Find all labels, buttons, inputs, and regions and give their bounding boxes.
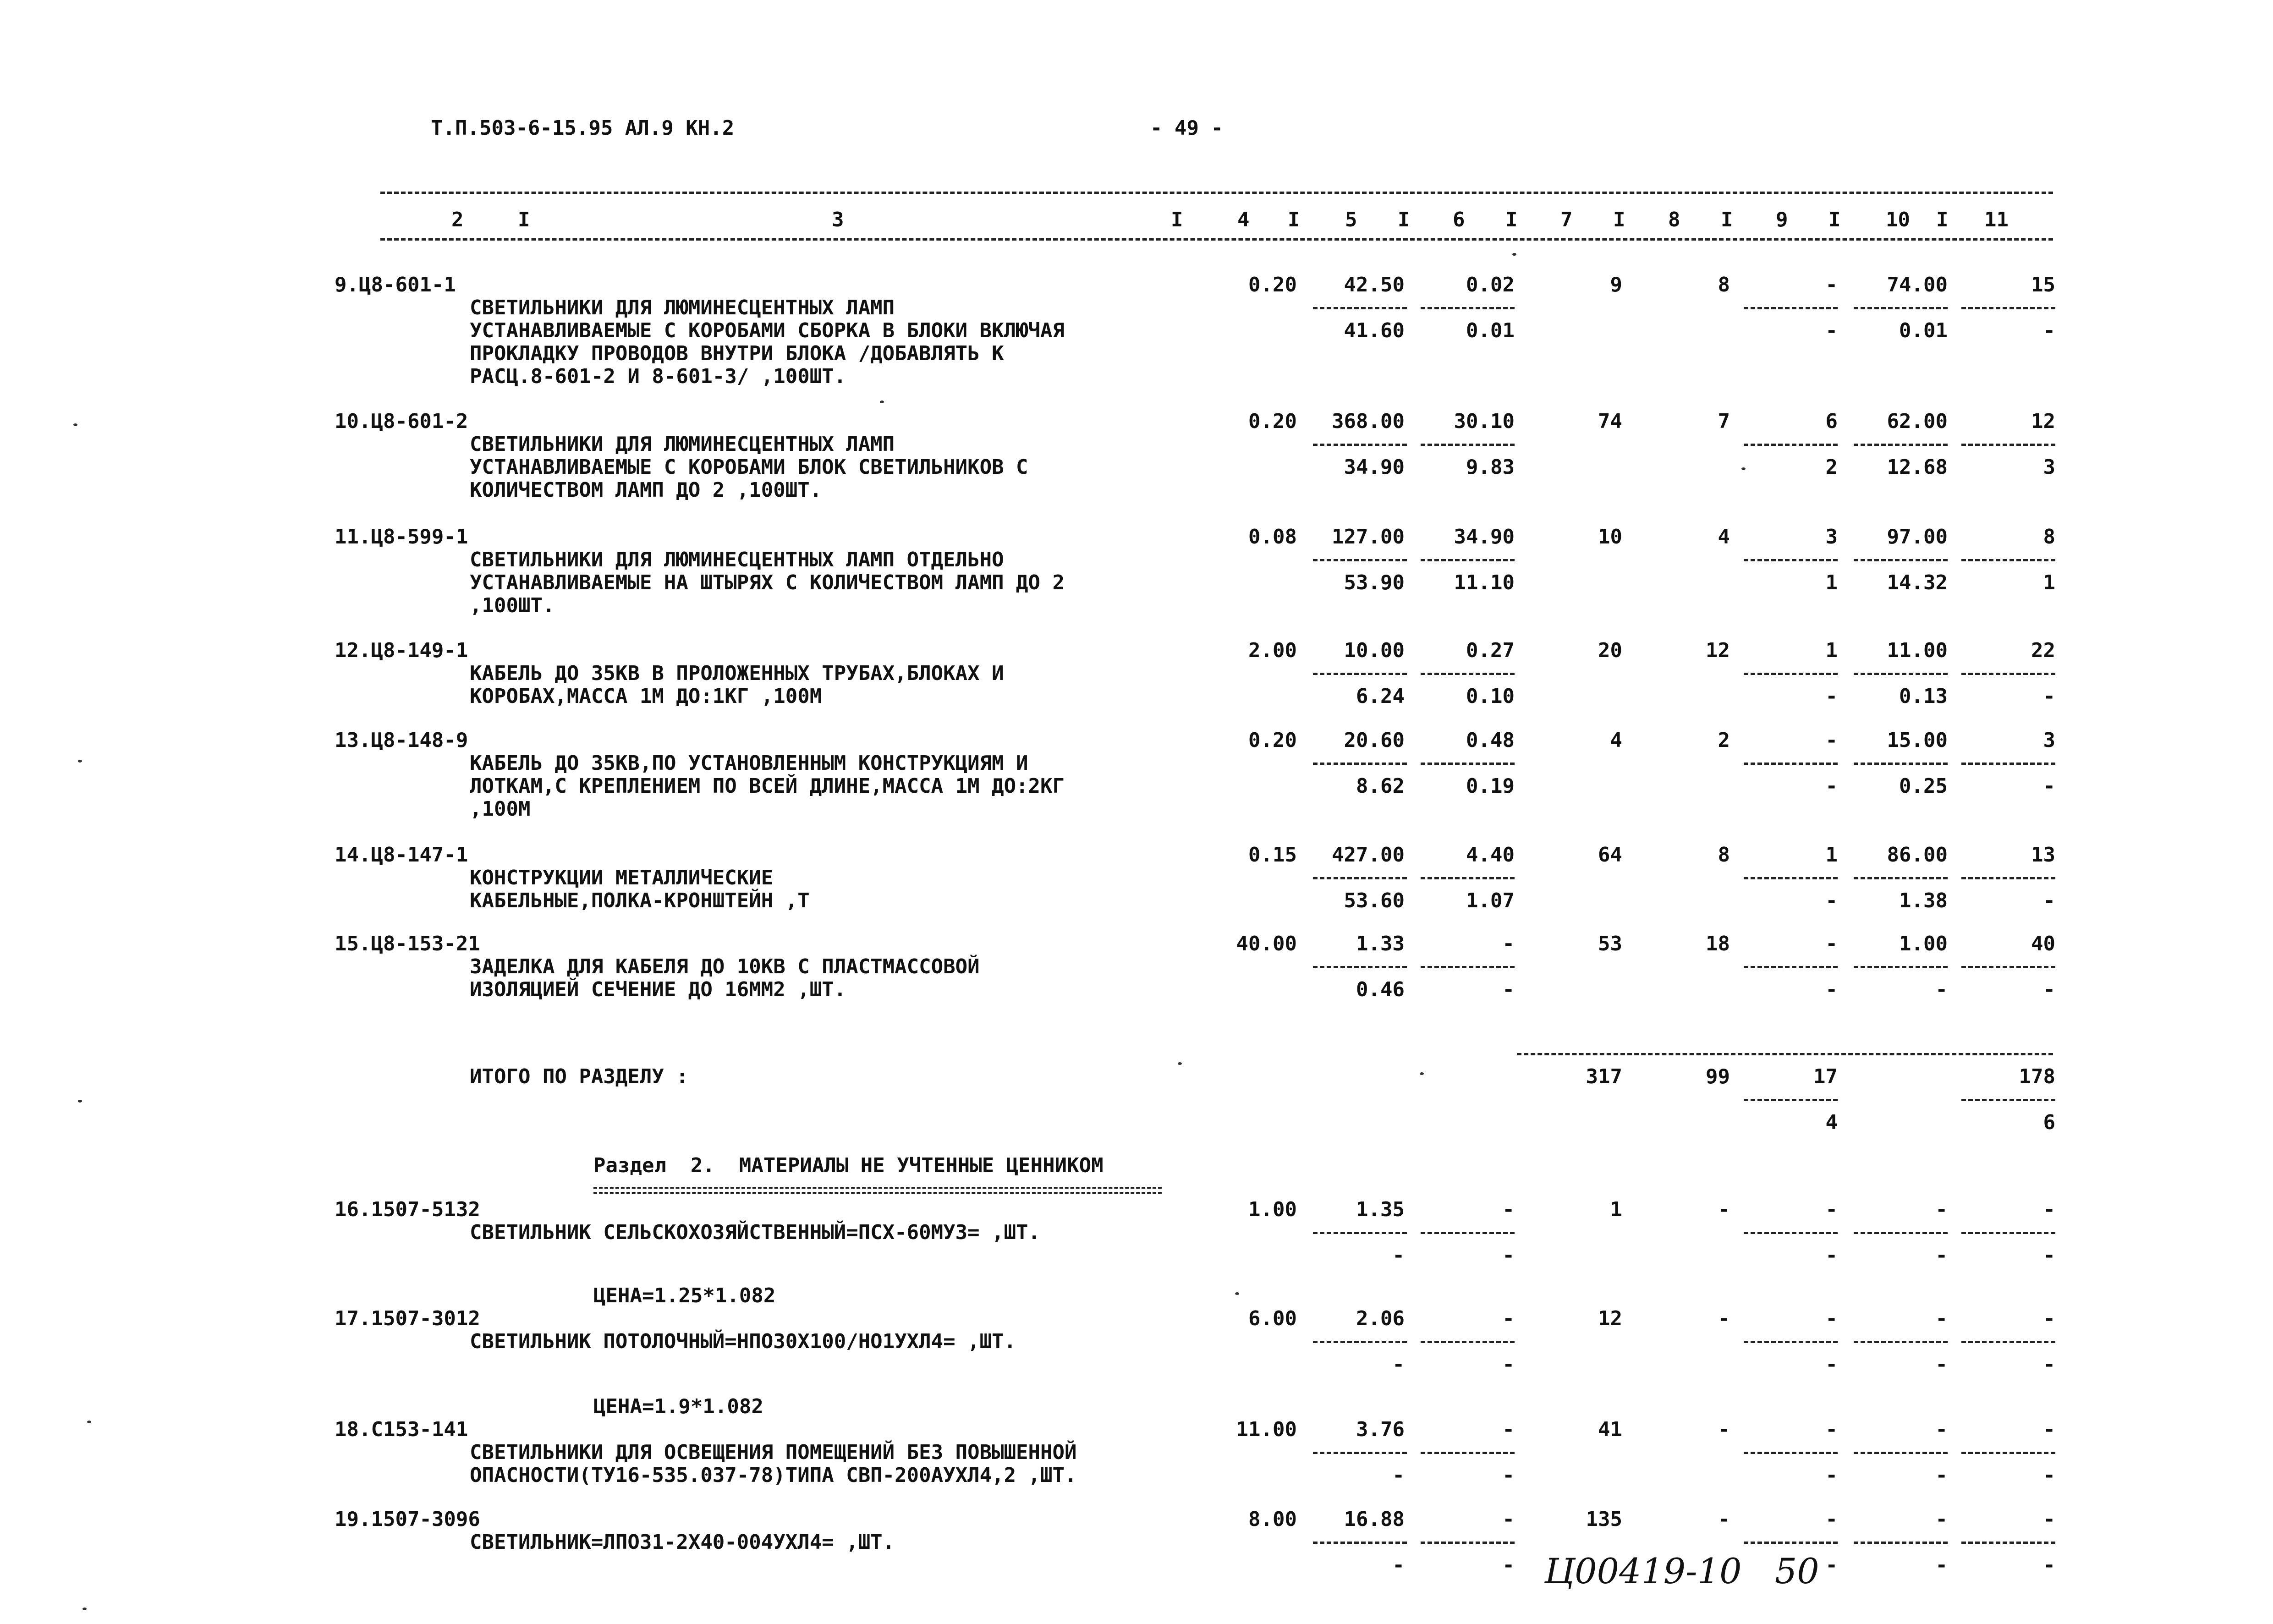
row-code: 11.Ц8-599-1	[335, 525, 468, 549]
cell-c9: 1	[1825, 639, 1838, 662]
row-description: СВЕТИЛЬНИК=ЛПО31-2Х40-004УХЛ4= ,ШТ.	[470, 1531, 895, 1554]
cell-c6: 0.02	[1466, 273, 1515, 296]
column-header-3: 3	[832, 208, 844, 231]
row-code: 13.Ц8-148-9	[335, 729, 468, 752]
row-description: КОНСТРУКЦИИ МЕТАЛЛИЧЕСКИЕ	[470, 866, 774, 889]
cell-c10: -	[1935, 1307, 1948, 1330]
document-reference: Т.П.503-6-15.95 АЛ.9 КН.2	[431, 116, 735, 140]
cell-divider	[1421, 673, 1515, 675]
cell-c4: 8.00	[1248, 1508, 1297, 1531]
cell-c5-sub: 53.90	[1344, 571, 1405, 594]
cell-c7: 135	[1586, 1508, 1622, 1531]
cell-c10: -	[1935, 1198, 1948, 1221]
row-description: ,100ШТ.	[470, 594, 555, 617]
cell-divider	[1854, 1452, 1948, 1454]
cell-divider	[1961, 307, 2055, 309]
cell-c6-sub: -	[1502, 1244, 1515, 1267]
row-description: КОРОБАХ,МАССА 1М ДО:1КГ ,100М	[470, 685, 822, 708]
cell-c5: 3.76	[1356, 1418, 1405, 1441]
cell-divider	[1421, 1232, 1515, 1234]
cell-c8: 18	[1706, 932, 1730, 955]
scan-speck	[1420, 1072, 1424, 1075]
row-description: СВЕТИЛЬНИК СЕЛЬСКОХОЗЯЙСТВЕННЫЙ=ПСХ-60МУЗ= ,ШТ.	[470, 1221, 1041, 1244]
row-description: ИЗОЛЯЦИЕЙ СЕЧЕНИЕ ДО 16ММ2 ,ШТ.	[470, 978, 846, 1001]
cell-c11: 15	[2031, 273, 2055, 296]
section-title-underline	[593, 1187, 1162, 1194]
total-c11: 178	[2019, 1065, 2055, 1088]
table-header-rule	[380, 238, 2053, 241]
cell-divider	[1313, 1542, 1407, 1544]
cell-c11-sub: 3	[2043, 455, 2055, 479]
cell-c10-sub: -	[1935, 1553, 1948, 1577]
cell-c11: -	[2043, 1508, 2055, 1531]
column-header-8: 8	[1668, 208, 1680, 231]
cell-c6: -	[1502, 932, 1515, 955]
cell-c5: 2.06	[1356, 1307, 1405, 1330]
cell-c5-sub: 8.62	[1356, 774, 1405, 798]
cell-c9-sub: -	[1825, 1244, 1838, 1267]
cell-c9: 6	[1825, 410, 1838, 433]
cell-c11-sub: -	[2043, 1244, 2055, 1267]
price-note: ЦЕНА=1.9*1.082	[593, 1395, 763, 1418]
cell-c11: -	[2043, 1418, 2055, 1441]
cell-c8: 8	[1718, 843, 1730, 867]
cell-divider	[1854, 307, 1948, 309]
cell-c5: 1.33	[1356, 932, 1405, 955]
cell-c10: -	[1935, 1418, 1948, 1441]
column-header-10: 10	[1886, 208, 1910, 231]
cell-c9: -	[1825, 1198, 1838, 1221]
cell-divider	[1961, 877, 2055, 879]
cell-c6-sub: 0.19	[1466, 774, 1515, 798]
cell-c4: 2.00	[1248, 639, 1297, 662]
cell-c7: 10	[1598, 525, 1622, 549]
cell-divider	[1854, 444, 1948, 446]
cell-divider	[1744, 559, 1838, 561]
row-description: РАСЦ.8-601-2 И 8-601-3/ ,100ШТ.	[470, 365, 846, 388]
total-c11-sub: 6	[2043, 1111, 2055, 1134]
cell-divider	[1313, 877, 1407, 879]
row-description: КАБЕЛЬ ДО 35КВ,ПО УСТАНОВЛЕННЫМ КОНСТРУКЦИЯМ И	[470, 752, 1028, 775]
cell-c5: 1.35	[1356, 1198, 1405, 1221]
cell-c9-sub: 2	[1825, 455, 1838, 479]
cell-c4: 6.00	[1248, 1307, 1297, 1330]
cell-divider	[1961, 444, 2055, 446]
cell-c5-sub: 0.46	[1356, 978, 1405, 1001]
cell-divider	[1313, 763, 1407, 765]
scan-speck	[1178, 1062, 1182, 1065]
cell-c5-sub: 6.24	[1356, 685, 1405, 708]
cell-c4: 1.00	[1248, 1198, 1297, 1221]
cell-c6-sub: -	[1502, 978, 1515, 1001]
cell-divider	[1961, 559, 2055, 561]
cell-c7: 64	[1598, 843, 1622, 867]
total-rule	[1517, 1053, 2053, 1055]
column-header-5: 5	[1345, 208, 1357, 231]
cell-divider	[1744, 1542, 1838, 1544]
cell-c5-sub: -	[1392, 1464, 1405, 1487]
cell-c8: 2	[1718, 729, 1730, 752]
row-description: СВЕТИЛЬНИКИ ДЛЯ ЛЮМИНЕСЦЕНТНЫХ ЛАМП	[470, 296, 895, 319]
scan-speck	[73, 423, 77, 426]
cell-c8: -	[1718, 1198, 1730, 1221]
row-description: УСТАНАВЛИВАЕМЫЕ С КОРОБАМИ СБОРКА В БЛОКИ ВКЛЮЧАЯ	[470, 319, 1065, 342]
cell-c7: 20	[1598, 639, 1622, 662]
cell-c10-sub: -	[1935, 1353, 1948, 1376]
cell-c6-sub: -	[1502, 1553, 1515, 1577]
cell-c6-sub: -	[1502, 1353, 1515, 1376]
cell-c11: 3	[2043, 729, 2055, 752]
cell-c10: 15.00	[1887, 729, 1948, 752]
cell-c10-sub: 1.38	[1899, 889, 1948, 912]
cell-c10: 74.00	[1887, 273, 1948, 296]
cell-divider	[1854, 559, 1948, 561]
cell-c9: 3	[1825, 525, 1838, 549]
cell-c5: 16.88	[1344, 1508, 1405, 1531]
page-number: - 49 -	[1150, 116, 1223, 140]
cell-c8: -	[1718, 1418, 1730, 1441]
cell-c4: 0.20	[1248, 410, 1297, 433]
cell-c6: -	[1502, 1198, 1515, 1221]
scan-speck	[82, 1608, 87, 1610]
cell-c9-sub: 1	[1825, 571, 1838, 594]
scan-speck	[78, 760, 82, 763]
row-description: СВЕТИЛЬНИКИ ДЛЯ ОСВЕЩЕНИЯ ПОМЕЩЕНИЙ БЕЗ ПОВЫШЕННОЙ	[470, 1441, 1077, 1464]
cell-c7: 9	[1610, 273, 1622, 296]
cell-divider	[1744, 877, 1838, 879]
cell-c4: 0.08	[1248, 525, 1297, 549]
column-separator: I	[1721, 208, 1733, 231]
column-separator: I	[1505, 208, 1518, 231]
cell-c10-sub: 0.25	[1899, 774, 1948, 798]
cell-c6: 0.48	[1466, 729, 1515, 752]
cell-divider	[1313, 966, 1407, 968]
cell-divider	[1421, 444, 1515, 446]
cell-c8: 12	[1706, 639, 1730, 662]
cell-c5: 10.00	[1344, 639, 1405, 662]
total-label: ИТОГО ПО РАЗДЕЛУ :	[470, 1065, 688, 1088]
cell-c9: -	[1825, 932, 1838, 955]
cell-c9-sub: -	[1825, 1553, 1838, 1577]
scan-speck	[1512, 253, 1516, 256]
cell-c5-sub: -	[1392, 1353, 1405, 1376]
cell-c10-sub: 0.01	[1899, 319, 1948, 342]
cell-c4: 0.20	[1248, 729, 1297, 752]
cell-divider	[1313, 673, 1407, 675]
cell-divider	[1854, 1542, 1948, 1544]
cell-c9: -	[1825, 1508, 1838, 1531]
row-code: 18.С153-141	[335, 1418, 468, 1441]
cell-c5-sub: 53.60	[1344, 889, 1405, 912]
cell-c9: 1	[1825, 843, 1838, 867]
cell-c6: 30.10	[1454, 410, 1515, 433]
cell-c9-sub: -	[1825, 685, 1838, 708]
cell-c6: 34.90	[1454, 525, 1515, 549]
row-description: СВЕТИЛЬНИК ПОТОЛОЧНЫЙ=НПО30Х100/НО1УХЛ4= ,ШТ.	[470, 1330, 1016, 1353]
total-c9: 17	[1813, 1065, 1838, 1088]
cell-c11-sub: -	[2043, 1464, 2055, 1487]
cell-c11-sub: -	[2043, 889, 2055, 912]
cell-c6-sub: 0.10	[1466, 685, 1515, 708]
total-c9-sub: 4	[1825, 1111, 1838, 1134]
cell-divider	[1961, 763, 2055, 765]
cell-c10: 11.00	[1887, 639, 1948, 662]
cell-c8: -	[1718, 1508, 1730, 1531]
column-header-2: 2	[451, 208, 464, 231]
cell-c5-sub: 41.60	[1344, 319, 1405, 342]
cell-c4: 11.00	[1236, 1418, 1297, 1441]
cell-c11-sub: -	[2043, 1353, 2055, 1376]
cell-c9-sub: -	[1825, 1353, 1838, 1376]
scan-speck	[880, 401, 884, 403]
cell-divider	[1421, 307, 1515, 309]
row-description: КАБЕЛЬНЫЕ,ПОЛКА-КРОНШТЕЙН ,Т	[470, 889, 810, 912]
cell-c6-sub: 0.01	[1466, 319, 1515, 342]
cell-c7: 53	[1598, 932, 1622, 955]
cell-divider	[1744, 444, 1838, 446]
cell-c8: 7	[1718, 410, 1730, 433]
cell-c5: 127.00	[1332, 525, 1405, 549]
cell-c11-sub: 1	[2043, 571, 2055, 594]
cell-c10: 1.00	[1899, 932, 1948, 955]
cell-c11: 8	[2043, 525, 2055, 549]
column-separator: I	[1398, 208, 1410, 231]
row-code: 15.Ц8-153-21	[335, 932, 480, 955]
cell-c11-sub: -	[2043, 1553, 2055, 1577]
cell-divider	[1744, 966, 1838, 968]
cell-c10-sub: 12.68	[1887, 455, 1948, 479]
cell-c6: 0.27	[1466, 639, 1515, 662]
row-code: 12.Ц8-149-1	[335, 639, 468, 662]
row-description: ПРОКЛАДКУ ПРОВОДОВ ВНУТРИ БЛОКА /ДОБАВЛЯТЬ К	[470, 342, 1004, 365]
cell-c6: 4.40	[1466, 843, 1515, 867]
cell-c5: 20.60	[1344, 729, 1405, 752]
row-description: ,100М	[470, 797, 531, 821]
cell-c9-sub: -	[1825, 319, 1838, 342]
cell-divider	[1854, 763, 1948, 765]
row-description: ЛОТКАМ,С КРЕПЛЕНИЕМ ПО ВСЕЙ ДЛИНЕ,МАССА 1М ДО:2КГ	[470, 774, 1065, 798]
cell-divider	[1421, 1542, 1515, 1544]
scan-speck	[1235, 1292, 1239, 1295]
cell-c4: 0.20	[1248, 273, 1297, 296]
cell-divider	[1854, 966, 1948, 968]
cell-divider	[1421, 763, 1515, 765]
handwritten-annotation: Ц00419-10 50	[1544, 1551, 1819, 1591]
cell-divider	[1854, 673, 1948, 675]
column-separator: I	[1171, 208, 1183, 231]
cell-divider	[1313, 1232, 1407, 1234]
cell-c11: 22	[2031, 639, 2055, 662]
cell-c9-sub: -	[1825, 1464, 1838, 1487]
cell-divider	[1961, 1542, 2055, 1544]
cell-c11-sub: -	[2043, 774, 2055, 798]
row-code: 16.1507-5132	[335, 1198, 480, 1221]
cell-divider	[1744, 1341, 1838, 1343]
cell-c6-sub: 1.07	[1466, 889, 1515, 912]
cell-divider	[1744, 1099, 1838, 1101]
row-code: 19.1507-3096	[335, 1508, 480, 1531]
cell-c5-sub: -	[1392, 1244, 1405, 1267]
cell-c7: 4	[1610, 729, 1622, 752]
cell-c5: 42.50	[1344, 273, 1405, 296]
cell-divider	[1854, 1341, 1948, 1343]
cell-divider	[1744, 1232, 1838, 1234]
cell-c10: 86.00	[1887, 843, 1948, 867]
column-header-7: 7	[1560, 208, 1573, 231]
cell-c6-sub: 9.83	[1466, 455, 1515, 479]
cell-c11: 13	[2031, 843, 2055, 867]
row-description: КАБЕЛЬ ДО 35КВ В ПРОЛОЖЕННЫХ ТРУБАХ,БЛОКАХ И	[470, 662, 1004, 685]
cell-c9-sub: -	[1825, 774, 1838, 798]
cell-c9: -	[1825, 1307, 1838, 1330]
cell-divider	[1421, 559, 1515, 561]
cell-c10-sub: 0.13	[1899, 685, 1948, 708]
cell-c10: 97.00	[1887, 525, 1948, 549]
column-separator: I	[1936, 208, 1949, 231]
cell-c7: 1	[1610, 1198, 1622, 1221]
cell-c9-sub: -	[1825, 978, 1838, 1001]
cell-c8: 8	[1718, 273, 1730, 296]
cell-c11-sub: -	[2043, 978, 2055, 1001]
cell-c6: -	[1502, 1307, 1515, 1330]
cell-c5: 427.00	[1332, 843, 1405, 867]
cell-divider	[1313, 559, 1407, 561]
cell-c10-sub: -	[1935, 1244, 1948, 1267]
scan-speck	[1741, 467, 1746, 470]
cell-divider	[1313, 307, 1407, 309]
cell-c11-sub: -	[2043, 685, 2055, 708]
row-description: СВЕТИЛЬНИКИ ДЛЯ ЛЮМИНЕСЦЕНТНЫХ ЛАМП ОТДЕЛЬНО	[470, 548, 1004, 571]
cell-c11: 40	[2031, 932, 2055, 955]
cell-c9: -	[1825, 1418, 1838, 1441]
total-c7: 317	[1586, 1065, 1622, 1088]
cell-c9: -	[1825, 729, 1838, 752]
cell-c10-sub: -	[1935, 1464, 1948, 1487]
price-note: ЦЕНА=1.25*1.082	[593, 1284, 776, 1307]
cell-c10: -	[1935, 1508, 1948, 1531]
row-description: СВЕТИЛЬНИКИ ДЛЯ ЛЮМИНЕСЦЕНТНЫХ ЛАМП	[470, 433, 895, 456]
table-top-rule	[380, 192, 2053, 194]
cell-c7: 12	[1598, 1307, 1622, 1330]
cell-c5-sub: -	[1392, 1553, 1405, 1577]
row-description: ОПАСНОСТИ(ТУ16-535.037-78)ТИПА СВП-200АУХЛ4,2 ,ШТ.	[470, 1464, 1077, 1487]
cell-c10-sub: 14.32	[1887, 571, 1948, 594]
cell-c8: -	[1718, 1307, 1730, 1330]
cell-divider	[1961, 1452, 2055, 1454]
column-header-6: 6	[1453, 208, 1465, 231]
column-header-9: 9	[1776, 208, 1788, 231]
row-description: КОЛИЧЕСТВОМ ЛАМП ДО 2 ,100ШТ.	[470, 478, 822, 502]
cell-c9: -	[1825, 273, 1838, 296]
cell-c11-sub: -	[2043, 319, 2055, 342]
total-c8: 99	[1706, 1065, 1730, 1088]
column-separator: I	[518, 208, 530, 231]
cell-c11: -	[2043, 1198, 2055, 1221]
column-header-11: 11	[1984, 208, 2009, 231]
cell-c10: 62.00	[1887, 410, 1948, 433]
cell-c7: 74	[1598, 410, 1622, 433]
cell-divider	[1854, 877, 1948, 879]
cell-divider	[1421, 1452, 1515, 1454]
cell-c10-sub: -	[1935, 978, 1948, 1001]
column-separator: I	[1828, 208, 1841, 231]
section-title: Раздел 2. МАТЕРИАЛЫ НЕ УЧТЕННЫЕ ЦЕННИКОМ	[593, 1154, 1104, 1177]
cell-c7: 41	[1598, 1418, 1622, 1441]
cell-divider	[1313, 444, 1407, 446]
scan-speck	[87, 1421, 91, 1423]
row-code: 17.1507-3012	[335, 1307, 480, 1330]
row-code: 10.Ц8-601-2	[335, 410, 468, 433]
cell-c6: -	[1502, 1508, 1515, 1531]
cell-divider	[1313, 1452, 1407, 1454]
cell-divider	[1961, 1341, 2055, 1343]
row-code: 9.Ц8-601-1	[335, 273, 456, 296]
cell-c4: 0.15	[1248, 843, 1297, 867]
cell-c6-sub: -	[1502, 1464, 1515, 1487]
column-header-4: 4	[1237, 208, 1250, 231]
column-separator: I	[1288, 208, 1300, 231]
cell-c8: 4	[1718, 525, 1730, 549]
cell-divider	[1421, 877, 1515, 879]
cell-c5: 368.00	[1332, 410, 1405, 433]
column-separator: I	[1613, 208, 1625, 231]
cell-divider	[1854, 1232, 1948, 1234]
row-description: ЗАДЕЛКА ДЛЯ КАБЕЛЯ ДО 10КВ С ПЛАСТМАССОВОЙ	[470, 955, 980, 978]
cell-divider	[1961, 1232, 2055, 1234]
scan-speck	[78, 1100, 82, 1103]
cell-divider	[1421, 966, 1515, 968]
cell-c4: 40.00	[1236, 932, 1297, 955]
row-code: 14.Ц8-147-1	[335, 843, 468, 867]
row-description: УСТАНАВЛИВАЕМЫЕ НА ШТЫРЯХ С КОЛИЧЕСТВОМ ЛАМП ДО 2	[470, 571, 1065, 594]
cell-c11: -	[2043, 1307, 2055, 1330]
cell-c6-sub: 11.10	[1454, 571, 1515, 594]
cell-c11: 12	[2031, 410, 2055, 433]
cell-c9-sub: -	[1825, 889, 1838, 912]
cell-divider	[1744, 763, 1838, 765]
cell-divider	[1744, 307, 1838, 309]
cell-c6: -	[1502, 1418, 1515, 1441]
cell-divider	[1421, 1341, 1515, 1343]
cell-divider	[1744, 673, 1838, 675]
cell-divider	[1961, 966, 2055, 968]
row-description: УСТАНАВЛИВАЕМЫЕ С КОРОБАМИ БЛОК СВЕТИЛЬНИКОВ С	[470, 455, 1028, 479]
cell-c5-sub: 34.90	[1344, 455, 1405, 479]
cell-divider	[1313, 1341, 1407, 1343]
cell-divider	[1744, 1452, 1838, 1454]
cell-divider	[1961, 673, 2055, 675]
cell-divider	[1961, 1099, 2055, 1101]
